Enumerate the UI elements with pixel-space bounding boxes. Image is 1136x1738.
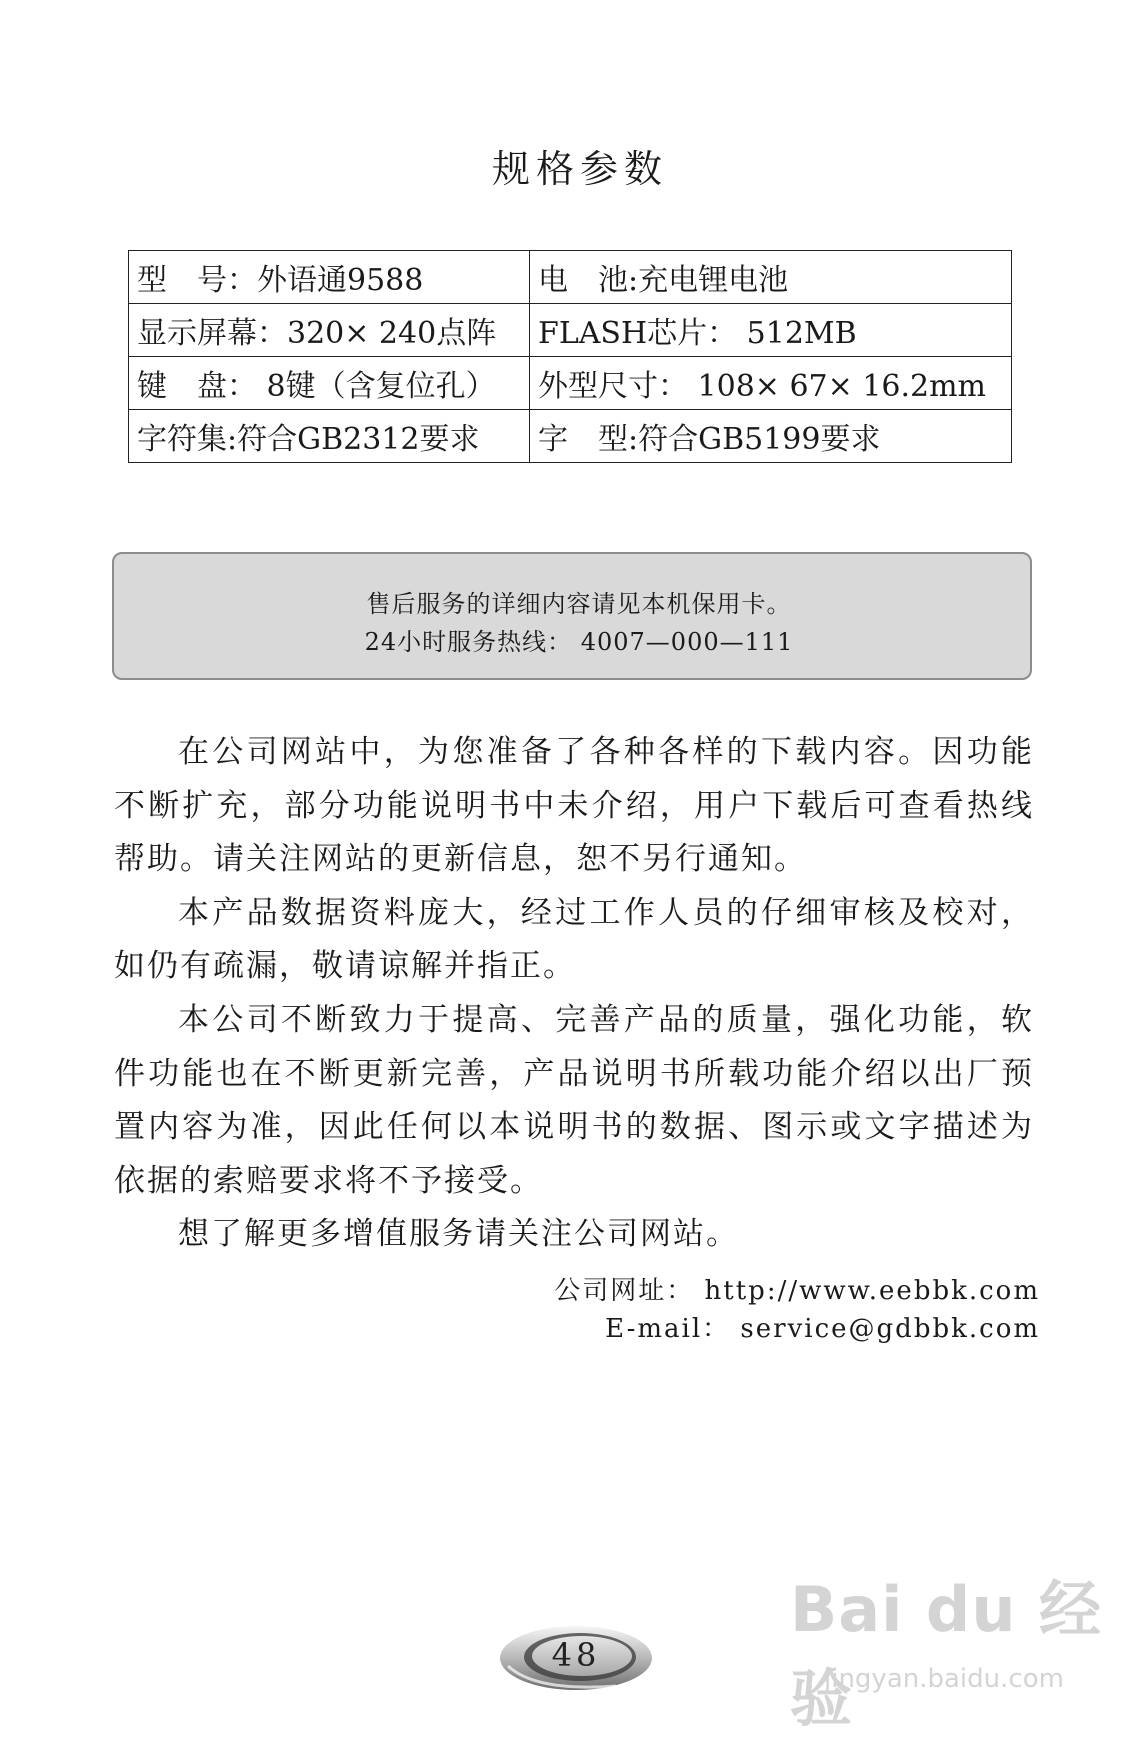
website-link[interactable]: 公司网址： http://www.eebbk.com [554, 1276, 1040, 1306]
watermark-url: jingyan.baidu.com [824, 1664, 1064, 1694]
spec-battery: 电 池:充电锂电池 [530, 251, 1012, 304]
paragraph-disclaimer: 本公司不断致力于提高、完善产品的质量，强化功能，软件功能也在不断更新完善，产品说明书所载功能介绍以出厂预置内容为准，因此任何以本说明书的数据、图示或文字描述为依据的索赔要求将不予接受。 [114, 1001, 1034, 1199]
spec-charset: 字符集:符合GB2312要求 [129, 410, 530, 463]
paragraph-downloads: 在公司网站中，为您准备了各种各样的下载内容。因功能不断扩充，部分功能说明书中未介绍，用户下载后可查看热线帮助。请关注网站的更新信息，恕不另行通知。 [114, 734, 1034, 878]
table-row [129, 410, 1012, 463]
service-hotline-text: 24小时服务热线： 4007—000—111 [364, 628, 794, 656]
spec-dimensions: 外型尺寸： 108× 67× 16.2mm [530, 357, 1012, 410]
paragraph-data-review: 本产品数据资料庞大，经过工作人员的仔细审核及校对，如仍有疏漏，敬请谅解并指正。 [114, 894, 1034, 985]
spec-table [128, 250, 1012, 463]
table-row [129, 251, 1012, 304]
page-number: 48 [551, 1636, 601, 1674]
spec-model: 型 号：外语通9588 [129, 251, 530, 304]
email-link[interactable]: E-mail： service@gdbbk.com [605, 1314, 1040, 1344]
page-title: 规格参数 [491, 147, 668, 191]
paragraph-more-services: 想了解更多增值服务请关注公司网站。 [178, 1216, 739, 1253]
table-row [129, 304, 1012, 357]
body-text [114, 726, 1034, 1262]
spec-font: 字 型:符合GB5199要求 [530, 410, 1012, 463]
service-info-box [112, 552, 1032, 680]
baidu-logo: Bai du 经验 [790, 1573, 1103, 1735]
spec-keyboard: 键 盘： 8键（含复位孔） [129, 357, 530, 410]
baidu-jingyan-watermark [790, 1560, 1110, 1735]
table-row [129, 357, 1012, 410]
spec-screen: 显示屏幕：320× 240点阵 [129, 304, 530, 357]
service-warranty-text: 售后服务的详细内容请见本机保用卡。 [366, 590, 792, 618]
spec-flash: FLASH芯片： 512MB [530, 304, 1012, 357]
